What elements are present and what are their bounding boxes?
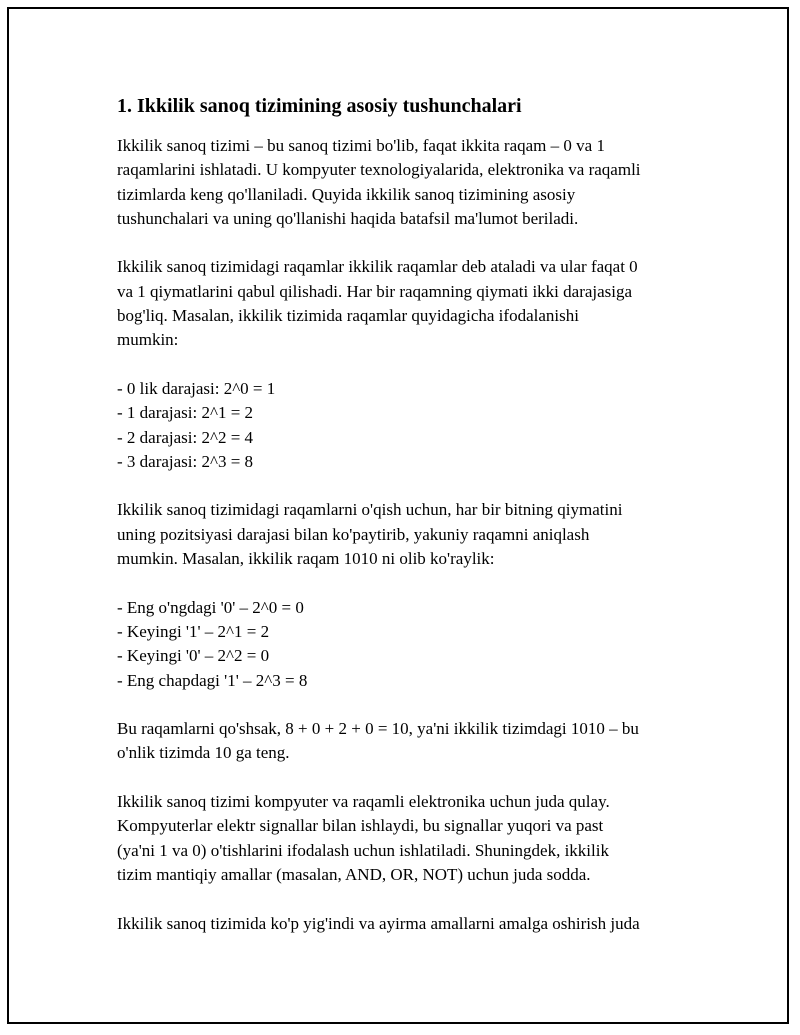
text-line: Ikkilik sanoq tizimidagi raqamlarni o'qish uchun, har bir bitning qiymatini (117, 500, 623, 520)
text-line: Ikkilik sanoq tizimi – bu sanoq tizimi bo'lib, faqat ikkita raqam – 0 va 1 (117, 136, 605, 155)
paragraph-sum (117, 717, 697, 766)
text-line: bog'liq. Masalan, ikkilik tizimida raqamlar quyidagicha ifodalanishi (117, 306, 579, 326)
list-item: - Keyingi '1' – 2^1 = 2 (117, 621, 270, 641)
text-line: tizimlarda keng qo'llaniladi. Quyida ikkilik sanoq tizimining asosiy (117, 184, 576, 204)
text-line: va 1 qiymatlarini qabul qilishadi. Har bir raqamning qiymati ikki darajasiga (117, 281, 633, 301)
list-item: - 3 darajasi: 2^3 = 8 (117, 451, 254, 471)
text-line: mumkin: (117, 330, 179, 350)
text-line: mumkin. Masalan, ikkilik raqam 1010 ni olib ko'raylik: (117, 549, 495, 569)
paragraph-reading (117, 498, 697, 571)
list-item: - Eng o'ngdagi '0' – 2^0 = 0 (117, 597, 304, 617)
list-item: - 1 darajasi: 2^1 = 2 (117, 403, 254, 423)
section-heading: 1. Ikkilik sanoq tizimining asosiy tushunchalari (117, 95, 522, 117)
example-list (117, 596, 697, 693)
text-line: (ya'ni 1 va 0) o'tishlarini ifodalash uchun ishlatiladi. Shuningdek, ikkilik (117, 840, 609, 860)
text-line: Ikkilik sanoq tizimidagi raqamlar ikkilik raqamlar deb ataladi va ular faqat 0 (117, 257, 638, 277)
powers-list (117, 377, 697, 474)
text-line: tizim mantiqiy amallar (masalan, AND, OR, NOT) uchun juda sodda. (117, 864, 591, 884)
text-line: Bu raqamlarni qo'shsak, 8 + 0 + 2 + 0 = 10, ya'ni ikkilik tizimdagi 1010 – bu (117, 719, 639, 739)
text-line: Ikkilik sanoq tizimida ko'p yig'indi va ayirma amallarni amalga oshirish juda (117, 913, 640, 933)
list-item: - Eng chapdagi '1' – 2^3 = 8 (117, 670, 308, 690)
list-item: - Keyingi '0' – 2^2 = 0 (117, 646, 270, 666)
document-body (117, 92, 697, 960)
text-line: Kompyuterlar elektr signallar bilan ishlaydi, bu signallar yuqori va past (117, 816, 604, 836)
text-line: raqamlarini ishlatadi. U kompyuter texnologiyalarida, elektronika va raqamli (117, 160, 641, 180)
paragraph-intro (117, 134, 697, 231)
list-item: - 0 lik darajasi: 2^0 = 1 (117, 378, 276, 398)
list-item: - 2 darajasi: 2^2 = 4 (117, 427, 254, 447)
text-line: o'nlik tizimda 10 ga teng. (117, 743, 290, 763)
paragraph-operations (117, 912, 697, 936)
text-line: uning pozitsiyasi darajasi bilan ko'paytirib, yakuniy raqamni aniqlash (117, 524, 590, 544)
text-line: Ikkilik sanoq tizimi kompyuter va raqamli elektronika uchun juda qulay. (117, 792, 610, 812)
text-line: tushunchalari va uning qo'llanishi haqida batafsil ma'lumot beriladi. (117, 208, 579, 228)
paragraph-computers (117, 790, 697, 887)
paragraph-digits (117, 255, 697, 352)
